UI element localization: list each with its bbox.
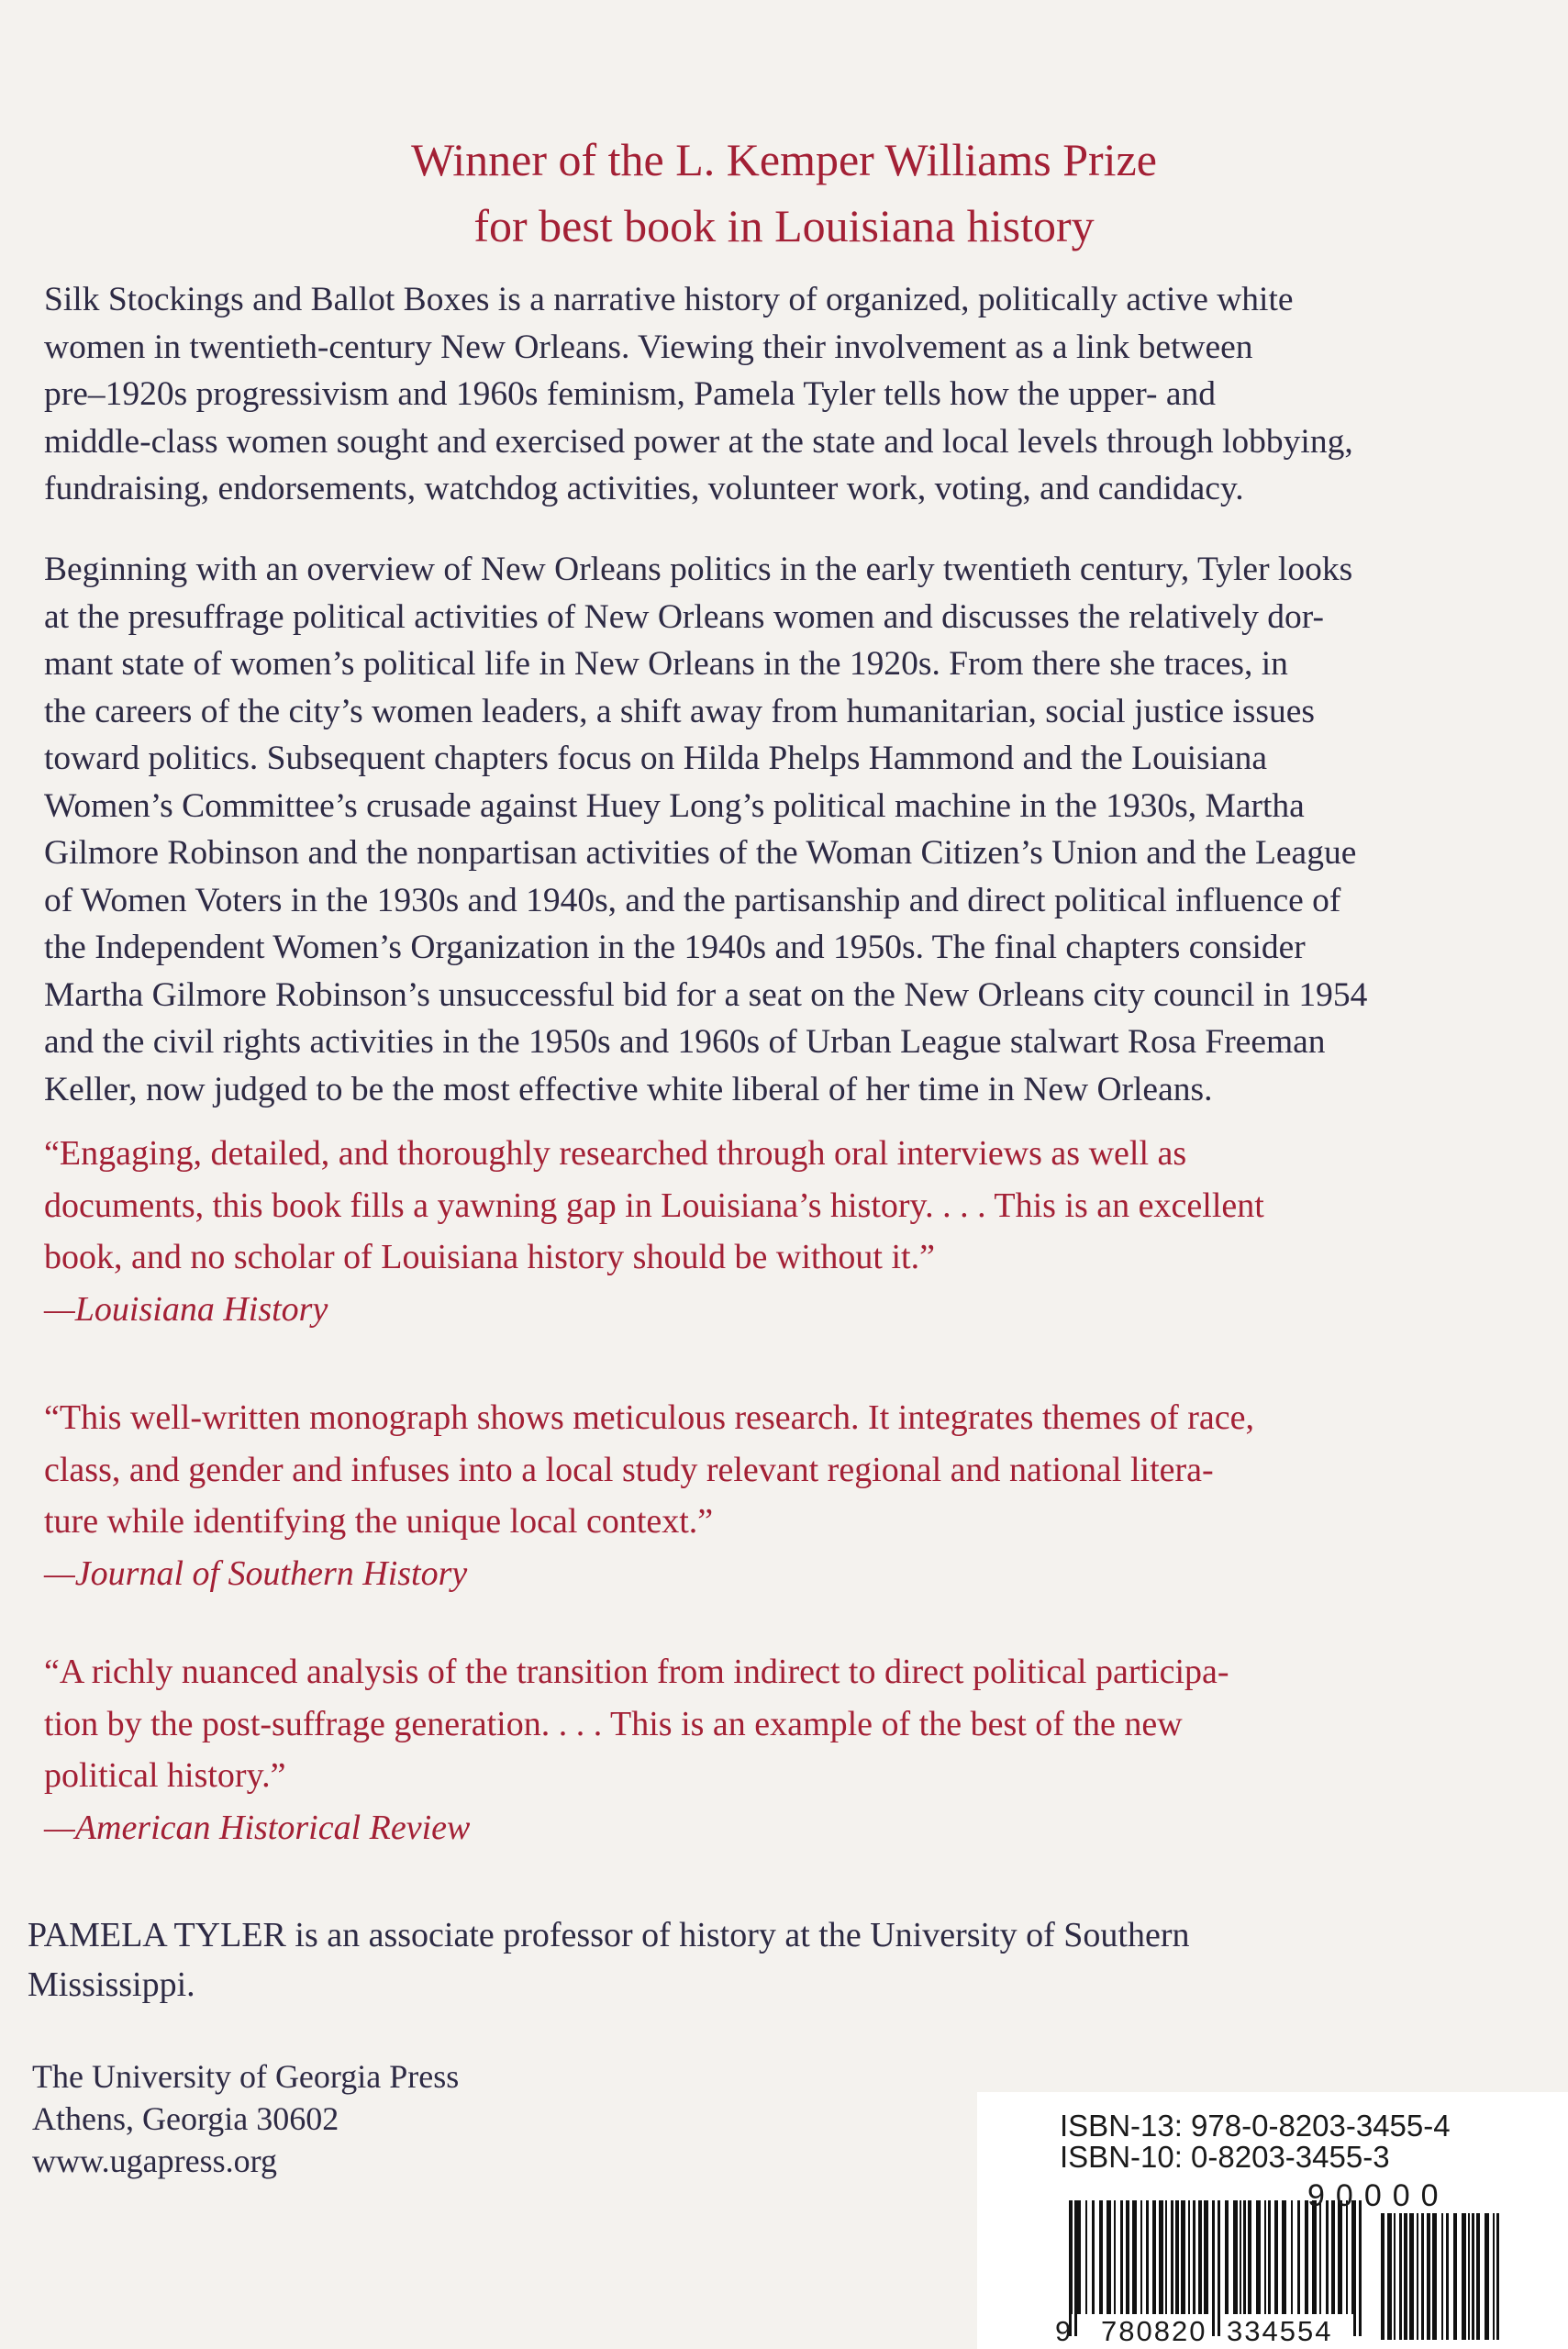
review-quote-1	[44, 1128, 1535, 1335]
barcode-bar	[1132, 2200, 1137, 2314]
barcode-bar	[1381, 2213, 1385, 2340]
barcode-bar	[1319, 2200, 1321, 2314]
quote-line: “A richly nuanced analysis of the transition from indirect to direct political participa-	[44, 1653, 1229, 1691]
barcode-bar	[1446, 2213, 1449, 2340]
text-line: mant state of women’s political life in New Orleans in the 1920s. From there she traces, in	[44, 645, 1288, 683]
text-line: at the presuffrage political activities of New Orleans women and discusses the relatively dor-	[44, 597, 1324, 636]
text-line: the careers of the city’s women leaders, a shift away from humanitarian, social justice issues	[44, 692, 1315, 730]
barcode-bar	[1225, 2200, 1229, 2314]
barcode-bar	[1472, 2213, 1474, 2340]
text-line: Beginning with an overview of New Orleans politics in the early twentieth century, Tyler looks	[44, 551, 1353, 588]
barcode-bar	[1114, 2200, 1116, 2314]
price-code: 90000	[1307, 2178, 1450, 2213]
barcode-bar	[1233, 2200, 1238, 2314]
quote-line: tion by the post-suffrage generation. . . . This is an example of the best of the new	[44, 1704, 1183, 1743]
barcode-bars	[977, 2092, 1568, 2349]
text-line: Women’s Committee’s crusade against Huey Long’s political machine in the 1930s, Martha	[44, 786, 1305, 825]
barcode-bar	[1120, 2200, 1123, 2314]
barcode-bar	[1085, 2200, 1087, 2314]
review-quote-3	[44, 1646, 1535, 1854]
barcode-bar	[1282, 2200, 1286, 2314]
description-paragraph-2	[44, 546, 1535, 1113]
barcode-bar	[1312, 2200, 1317, 2314]
barcode-bar	[1441, 2213, 1443, 2340]
barcode-bar	[1493, 2213, 1495, 2340]
publisher-info	[32, 2055, 459, 2182]
bio-line: Mississippi.	[28, 1965, 195, 2004]
prize-line-2: for best book in Louisiana history	[473, 200, 1095, 251]
barcode-bar	[1146, 2200, 1149, 2314]
barcode-bar	[1274, 2200, 1278, 2314]
ean-left-digits: 780820	[1101, 2315, 1207, 2347]
text-line: Gilmore Robinson and the nonpartisan activities of the Woman Citizen’s Union and the League	[44, 834, 1357, 872]
barcode-bar	[1338, 2200, 1342, 2314]
barcode-bar	[1126, 2200, 1129, 2314]
barcode-guard-bar	[1218, 2200, 1220, 2336]
barcode-bar	[1427, 2213, 1430, 2340]
text-line: Martha Gilmore Robinson’s unsuccessful bid for a seat on the New Orleans city council in 1954	[44, 975, 1368, 1014]
barcode-bar	[1204, 2200, 1208, 2314]
description-paragraph-1	[44, 276, 1535, 513]
barcode-bar	[1417, 2213, 1418, 2340]
quote-line: ture while identifying the unique local context.”	[44, 1502, 714, 1541]
author-bio	[28, 1910, 1532, 2009]
bio-line: PAMELA TYLER is an associate professor of history at the University of Southern	[28, 1916, 1190, 1954]
barcode-bar	[1264, 2200, 1266, 2314]
barcode-bar	[1346, 2200, 1348, 2314]
barcode-bar	[1476, 2213, 1480, 2340]
barcode-guard-bar	[1353, 2200, 1356, 2336]
barcode-bar	[1268, 2200, 1271, 2314]
barcode-bar	[1248, 2200, 1251, 2314]
review-source: —Louisiana History	[44, 1289, 328, 1329]
prize-line-1: Winner of the L. Kemper Williams Prize	[411, 134, 1157, 185]
barcode-bar	[1462, 2213, 1466, 2340]
quote-line: class, and gender and infuses into a local study relevant regional and national litera-	[44, 1450, 1214, 1489]
barcode-bar	[1331, 2200, 1335, 2314]
isbn-13: ISBN-13: 978-0-8203-3455-4	[1060, 2109, 1451, 2143]
barcode-bar	[1409, 2213, 1414, 2340]
text-line: of Women Voters in the 1930s and 1940s, and the partisanship and direct political influence of	[44, 881, 1341, 919]
barcode-bar	[1468, 2213, 1470, 2340]
barcode-bar	[1496, 2213, 1499, 2340]
barcode-bar	[1106, 2200, 1111, 2314]
publisher-address: Athens, Georgia 30602	[32, 2100, 339, 2137]
barcode-bar	[1326, 2200, 1329, 2314]
barcode-bar	[1092, 2200, 1095, 2314]
barcode-bar	[1181, 2200, 1185, 2314]
text-line: fundraising, endorsements, watchdog activities, volunteer work, voting, and candidacy.	[44, 470, 1244, 507]
barcode-label	[977, 2092, 1568, 2349]
barcode-bar	[1256, 2200, 1261, 2314]
barcode-bar	[1394, 2213, 1396, 2340]
quote-line: political history.”	[44, 1756, 286, 1795]
barcode-bar	[1305, 2200, 1308, 2314]
text-line: women in twentieth-century New Orleans. Viewing their involvement as a link between	[44, 328, 1253, 366]
barcode-bar	[1198, 2200, 1202, 2314]
barcode-bar	[1165, 2200, 1167, 2314]
barcode-bar	[1152, 2200, 1156, 2314]
text-line: Keller, now judged to be the most effective white liberal of her time in New Orleans.	[44, 1070, 1213, 1108]
barcode-bar	[1453, 2213, 1457, 2340]
review-source: —American Historical Review	[44, 1808, 471, 1847]
barcode-bar	[1240, 2200, 1241, 2314]
barcode-guard-bar	[1359, 2200, 1362, 2336]
quote-line: book, and no scholar of Louisiana history should be without it.”	[44, 1238, 935, 1276]
barcode-bar	[1175, 2200, 1179, 2314]
barcode-bar	[1485, 2213, 1489, 2340]
text-line: pre–1920s progressivism and 1960s feminism, Pamela Tyler tells how the upper- and	[44, 375, 1216, 413]
publisher-name: The University of Georgia Press	[32, 2058, 460, 2095]
quote-line: “Engaging, detailed, and thoroughly researched through oral interviews as well as	[44, 1134, 1187, 1173]
barcode-bar	[1193, 2200, 1195, 2314]
quote-line: documents, this book fills a yawning gap in Louisiana’s history. . . . This is an excellent	[44, 1186, 1264, 1225]
barcode-bar	[1159, 2200, 1163, 2314]
barcode-bar	[1399, 2213, 1402, 2340]
barcode-bar	[1421, 2213, 1424, 2340]
quote-line: “This well-written monograph shows meticulous research. It integrates themes of race,	[44, 1398, 1255, 1437]
barcode-guard-bar	[1212, 2200, 1215, 2336]
ean-right-digits: 334554	[1227, 2315, 1333, 2347]
review-source: —Journal of Southern History	[44, 1553, 468, 1593]
prize-heading	[0, 127, 1568, 259]
barcode-bar	[1297, 2200, 1300, 2314]
isbn-10: ISBN-10: 0-8203-3455-3	[1060, 2140, 1390, 2174]
barcode-bar	[1432, 2213, 1437, 2340]
barcode-bar	[1099, 2200, 1103, 2314]
barcode-bar	[1171, 2200, 1173, 2314]
text-line: Silk Stockings and Ballot Boxes is a narrative history of organized, politically active white	[44, 281, 1294, 318]
text-line: middle-class women sought and exercised power at the state and local levels through lobbying,	[44, 422, 1353, 461]
text-line: the Independent Women’s Organization in the 1940s and 1950s. The final chapters consider	[44, 929, 1306, 966]
barcode-bar	[1243, 2200, 1246, 2314]
review-quote-2	[44, 1392, 1535, 1599]
ean-first-digit: 9	[1055, 2315, 1073, 2347]
text-line: and the civil rights activities in the 1950s and 1960s of Urban League stalwart Rosa Freeman	[44, 1023, 1326, 1061]
barcode-bar	[1140, 2200, 1142, 2314]
barcode-bar	[1291, 2200, 1293, 2314]
barcode-bar	[1387, 2213, 1392, 2340]
barcode-guard-bar	[1074, 2200, 1077, 2336]
barcode-bar	[1188, 2200, 1190, 2314]
publisher-website: www.ugapress.org	[32, 2143, 277, 2179]
text-line: toward politics. Subsequent chapters focus on Hilda Phelps Hammond and the Louisiana	[44, 740, 1268, 777]
barcode-bar	[1404, 2213, 1407, 2340]
